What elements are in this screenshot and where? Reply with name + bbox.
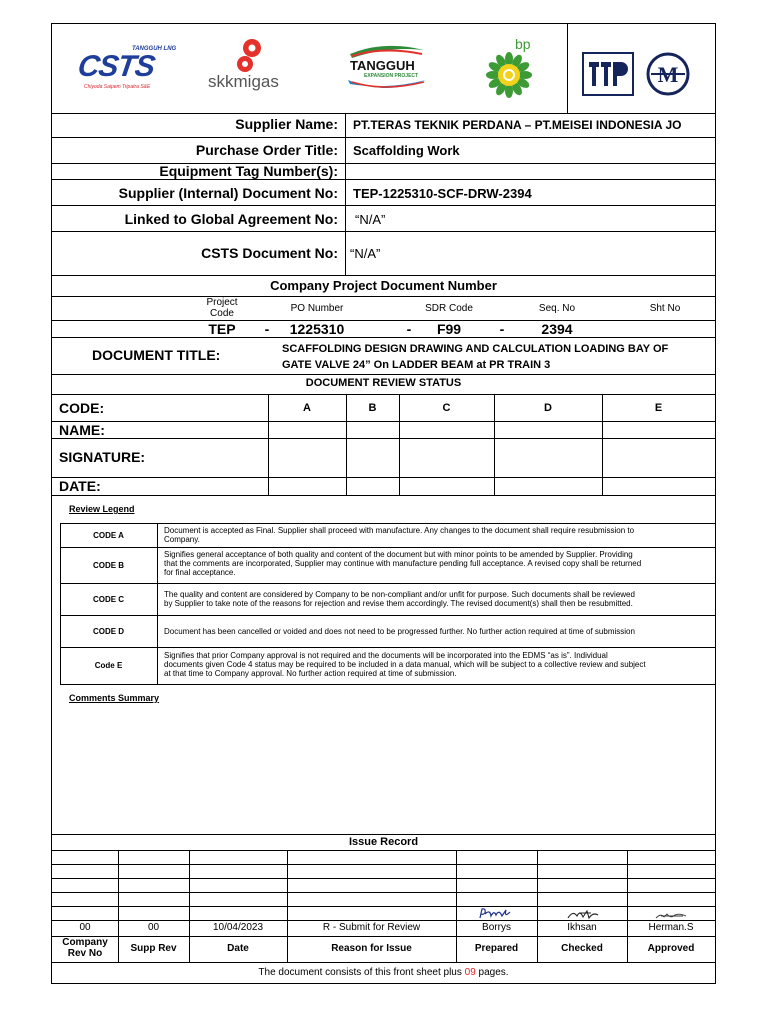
project-code-value: TEP [208,321,236,337]
legend-desc-e-line2: documents given Code 4 status may be required to be included in a data manual, which will be subject to a collective review and subject [164,660,646,669]
header-reason: Reason for Issue [331,943,412,954]
header-supp-rev: Supp Rev [130,943,177,954]
header-company-rev [52,937,118,959]
csts-doc-value: “N/A” [350,246,381,261]
legend-desc-a-line2: Company. [164,535,200,544]
svg-text:M: M [657,62,679,87]
project-header-line1: Project [206,297,238,308]
legend-desc-b [164,550,712,577]
project-code-header [192,297,252,319]
csts-logo-top: TANGGUH LNG [132,46,177,52]
legend-code-a: CODE A [93,531,124,540]
skkmigas-mark-icon [230,38,270,74]
po-number-value: 1225310 [289,321,345,337]
project-header-line2: Code [210,308,234,319]
legend-desc-b-line3: for final acceptance. [164,568,236,577]
issue-approved: Herman.S [648,922,694,933]
sdr-code-header: SDR Code [425,303,473,314]
linked-agreement-value: “N/A” [355,212,386,227]
document-title-line2: GATE VALVE 24” On LADDER BEAM at PR TRAIN 3 [282,359,551,371]
equipment-tag-label: Equipment Tag Number(s): [159,163,338,179]
seq-no-value: 2394 [541,321,573,337]
issue-checked: Ikhsan [567,922,597,933]
meisei-mark-icon [643,52,693,96]
legend-code-d: CODE D [92,627,125,636]
dash-2: - [406,321,412,337]
code-b: B [368,402,377,414]
legend-desc-e [164,651,712,678]
issue-prepared: Borrys [482,922,511,933]
header-prepared: Prepared [474,943,519,954]
dash-1: - [264,321,270,337]
po-title-value: Scaffolding Work [353,143,460,158]
supplier-name-value: PT.TERAS TEKNIK PERDANA – PT.MEISEI INDONESIA JO [353,118,682,132]
tangguh-logo [344,40,430,96]
header-date: Date [227,943,249,954]
skkmigas-logo [204,38,299,96]
sdr-code-value: F99 [436,321,462,337]
code-a: A [303,402,311,414]
supplier-doc-label: Supplier (Internal) Document No: [118,185,338,201]
dash-3: - [499,321,505,337]
po-number-header: PO Number [290,303,344,314]
ttp-logo [582,52,634,96]
issue-supp-rev: 00 [147,922,160,933]
legend-desc-c-line2: by Supplier to take note of the reasons for rejection and revise them accordingly. The revised document(s) shall then be resubmitted. [164,599,633,608]
legend-desc-a [164,526,712,544]
meisei-logo [643,52,693,96]
review-status-title: DOCUMENT REVIEW STATUS [305,377,462,389]
header-checked: Checked [561,943,603,954]
document-title-line1: SCAFFOLDING DESIGN DRAWING AND CALCULATION LOADING BAY OF [282,343,669,355]
ttp-mark-icon [584,54,632,94]
sht-no-header: Sht No [649,303,681,314]
legend-code-b: CODE B [92,561,125,570]
comments-summary-title: Comments Summary [69,693,160,703]
code-label: CODE: [59,400,105,416]
checked-signature-icon [565,908,601,922]
page-count-note [52,967,715,978]
legend-desc-e-line1: Signifies that prior Company approval is not required and the documents will be incorporated into the EDMS “as is”. Individual [164,651,608,660]
bp-logo-text: bp [515,36,531,52]
review-legend-title: Review Legend [69,504,135,514]
code-d: D [544,402,552,414]
header-company-rev-line2: Rev No [67,948,103,959]
bp-logo [482,38,542,98]
legend-desc-b-line2: that the comments are incorporated, Supplier may continue with manufacture pending full acceptance. A revised copy shall be returned [164,559,642,568]
legend-desc-c-line1: The quality and content are considered by Company to be non-compliant and/or unfit for purpose. Such documents shall be reviewed [164,590,635,599]
issue-company-rev: 00 [79,922,91,933]
legend-code-e: Code E [94,661,123,670]
issue-record-title: Issue Record [348,836,419,848]
supplier-doc-value: TEP-1225310-SCF-DRW-2394 [353,186,532,201]
page-count-number: 09 [464,967,476,978]
linked-agreement-label: Linked to Global Agreement No: [124,211,338,227]
csts-logo [74,46,186,94]
supplier-name-label: Supplier Name: [235,116,338,132]
bp-helios-icon [484,52,534,98]
header-approved: Approved [647,943,695,954]
name-label: NAME: [59,422,105,438]
csts-logo-text: CSTS [75,50,157,83]
legend-desc-a-line1: Document is accepted as Final. Supplier shall proceed with manufacture. Any changes to the document shall require resubmission to [164,526,635,535]
page-count-after: pages. [475,967,509,978]
legend-desc-e-line3: at that time to Company approval. No further action required at time of submission. [164,669,457,678]
tangguh-logo-sub: EXPANSION PROJECT [364,73,419,79]
document-title-label: DOCUMENT TITLE: [92,347,221,363]
signature-label: SIGNATURE: [59,449,146,465]
date-label: DATE: [59,478,101,494]
issue-date: 10/04/2023 [212,922,264,933]
prepared-signature-icon [476,906,516,922]
comments-summary-area[interactable] [60,708,714,832]
header-company-rev-line1: Company [62,937,108,948]
po-title-label: Purchase Order Title: [195,142,338,158]
csts-logo-sub: Chiyoda Saipem Tripatra S&E [84,84,151,90]
code-c: C [442,402,451,414]
document-title-text [282,341,668,373]
legend-desc-c [164,590,712,608]
seq-no-header: Seq. No [538,303,576,314]
issue-reason: R - Submit for Review [322,922,421,933]
code-e: E [654,402,663,414]
legend-desc-d: Document has been cancelled or voided and does not need to be progressed further. No further action required at time of submission [164,627,635,636]
document-cover-sheet [51,23,716,984]
skkmigas-logo-text: skkmigas [208,72,279,91]
tangguh-logo-text: TANGGUH [350,58,415,73]
approved-signature-icon [653,910,689,922]
legend-code-c: CODE C [92,595,125,604]
legend-desc-b-line1: Signifies general acceptance of both quality and content of the document but with minor points to be amended by Supplier. Providing [164,550,633,559]
csts-doc-label: CSTS Document No: [201,245,338,261]
page-count-before: The document consists of this front sheet plus [258,967,465,978]
project-doc-title: Company Project Document Number [270,278,497,293]
